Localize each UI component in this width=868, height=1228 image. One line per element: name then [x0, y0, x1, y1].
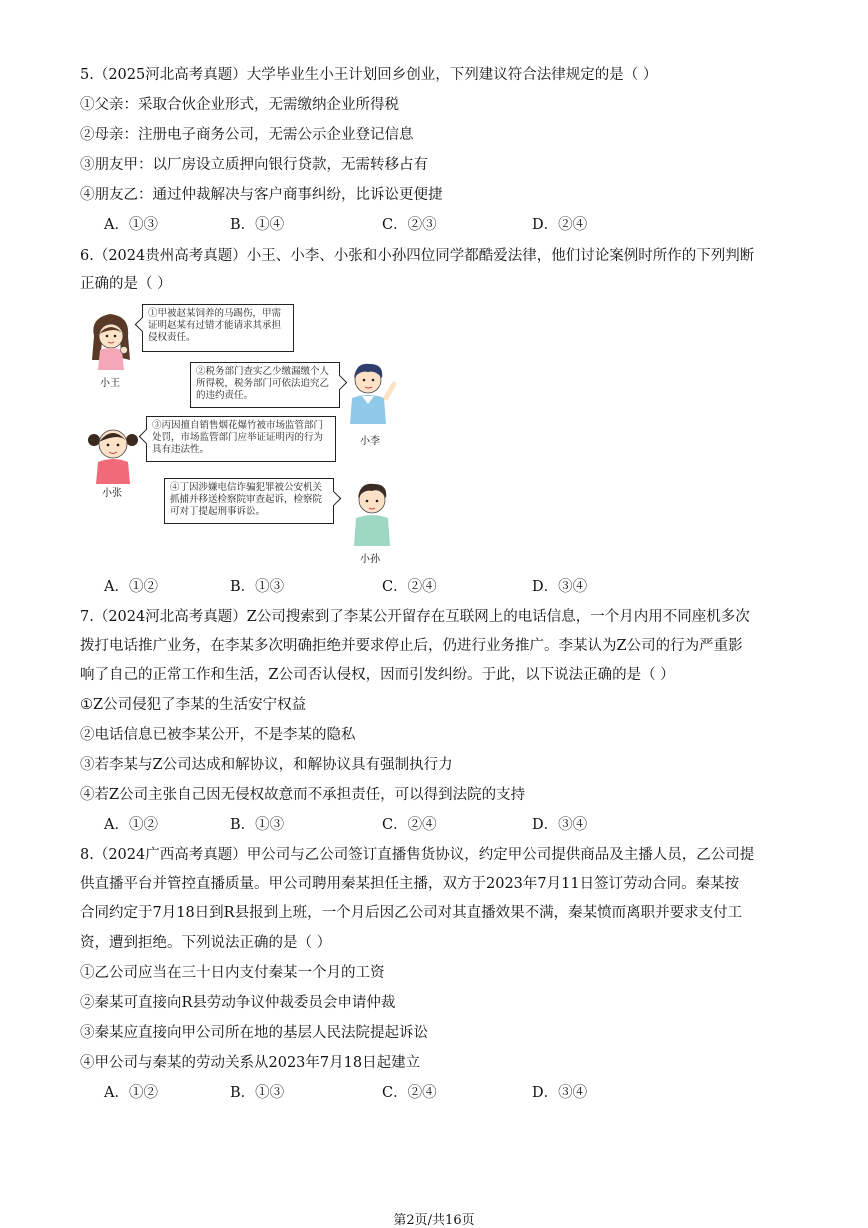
question-8-stem-line-2: 供直播平台并管控直播质量。甲公司聘用秦某担任主播，双方于2023年7月11日签订劳动合同。秦某按 — [80, 876, 740, 892]
option-c[interactable]: C．②④ — [382, 817, 437, 833]
question-7-item-4: ④若Z公司主张自己因无侵权故意而不承担责任，可以得到法院的支持 — [80, 787, 526, 803]
question-8-stem-line-3: 合同约定于7月18日到R县报到上班，一个月后因乙公司对其直播效果不满，秦某愤而离职并要求支付工 — [80, 905, 743, 921]
option-a[interactable]: A．①③ — [104, 217, 158, 233]
option-d[interactable]: D．③④ — [532, 1085, 588, 1101]
question-6-stem-line-2: 正确的是（ ） — [80, 276, 172, 292]
question-8-stem-line-4: 资，遭到拒绝。下列说法正确的是（ ） — [80, 935, 332, 951]
question-8-item-3: ③秦某应直接向甲公司所在地的基层人民法院提起诉讼 — [80, 1025, 428, 1041]
statement-bubble-4: ④丁因涉嫌电信诈骗犯罪被公安机关抓捕并移送检察院审查起诉，检察院可对丁提起刑事诉讼。 — [164, 478, 334, 524]
boy-avatar-icon — [346, 358, 400, 428]
question-7-stem-line-2: 拨打电话推广业务，在李某多次明确拒绝并要求停止后，仍进行业务推广。李某认为Z公司的行为严重影 — [80, 638, 743, 654]
boy-glasses-avatar-icon — [346, 478, 400, 548]
option-b[interactable]: B．①③ — [230, 579, 285, 595]
question-7-stem-line-3: 响了自己的正常工作和生活，Z公司否认侵权，因而引发纠纷。于此，以下说法正确的是（ ） — [80, 667, 675, 683]
question-5-stem: 5.（2025河北高考真题）大学毕业生小王计划回乡创业，下列建议符合法律规定的是（ ） — [80, 67, 658, 83]
student-name-xiaozhang: 小张 — [102, 488, 122, 499]
question-5-item-1: ①父亲：采取合伙企业形式，无需缴纳企业所得税 — [80, 97, 399, 113]
question-5-item-3: ③朋友甲：以厂房设立质押向银行贷款，无需转移占有 — [80, 157, 428, 173]
option-b[interactable]: B．①④ — [230, 217, 285, 233]
student-name-xiaowang: 小王 — [100, 378, 120, 389]
page-number: 第2页/共16页 — [393, 1213, 475, 1228]
question-6-illustration — [84, 302, 414, 568]
statement-bubble-1: ①甲被赵某饲养的马踢伤，甲需证明赵某有过错才能请求其承担侵权责任。 — [142, 304, 294, 352]
option-d[interactable]: D．③④ — [532, 817, 588, 833]
question-7-item-1: ①Z公司侵犯了李某的生活安宁权益 — [80, 697, 307, 713]
question-8-stem-line-1: 8.（2024广西高考真题）甲公司与乙公司签订直播售货协议，约定甲公司提供商品及主播人员，乙公司提 — [80, 847, 755, 863]
student-name-xiaoli: 小李 — [360, 436, 380, 447]
option-a[interactable]: A．①② — [104, 579, 158, 595]
option-b[interactable]: B．①③ — [230, 1085, 285, 1101]
question-8-item-2: ②秦某可直接向R县劳动争议仲裁委员会申请仲裁 — [80, 995, 396, 1011]
question-5-item-4: ④朋友乙：通过仲裁解决与客户商事纠纷，比诉讼更便捷 — [80, 187, 443, 203]
option-d[interactable]: D．③④ — [532, 579, 588, 595]
option-b[interactable]: B．①③ — [230, 817, 285, 833]
statement-bubble-2: ②税务部门查实乙少缴漏缴个人所得税，税务部门可依法追究乙的违约责任。 — [190, 362, 340, 408]
question-8-item-1: ①乙公司应当在三十日内支付秦某一个月的工资 — [80, 965, 385, 981]
statement-bubble-3: ③丙因擅自销售烟花爆竹被市场监管部门处罚，市场监管部门应举证证明丙的行为具有违法性。 — [146, 416, 336, 462]
question-7-item-3: ③若李某与Z公司达成和解协议，和解协议具有强制执行力 — [80, 757, 453, 773]
option-d[interactable]: D．②④ — [532, 217, 588, 233]
question-8-item-4: ④甲公司与秦某的劳动关系从2023年7月18日起建立 — [80, 1055, 421, 1071]
question-7-stem-line-1: 7.（2024河北高考真题）Z公司搜索到了李某公开留存在互联网上的电话信息，一个月内用不同座机多次 — [80, 609, 750, 625]
option-a[interactable]: A．①② — [104, 817, 158, 833]
option-a[interactable]: A．①② — [104, 1085, 158, 1101]
girl-avatar-icon — [86, 308, 136, 370]
option-c[interactable]: C．②④ — [382, 1085, 437, 1101]
option-c[interactable]: C．②④ — [382, 579, 437, 595]
girl-pigtails-avatar-icon — [86, 420, 140, 484]
question-7-item-2: ②电话信息已被李某公开，不是李某的隐私 — [80, 727, 356, 743]
question-6-stem-line-1: 6.（2024贵州高考真题）小王、小李、小张和小孙四位同学都酷爱法律，他们讨论案例时所作的下列判断 — [80, 248, 755, 264]
option-c[interactable]: C．②③ — [382, 217, 437, 233]
question-5-item-2: ②母亲：注册电子商务公司，无需公示企业登记信息 — [80, 127, 414, 143]
student-name-xiaosun: 小孙 — [360, 554, 380, 565]
